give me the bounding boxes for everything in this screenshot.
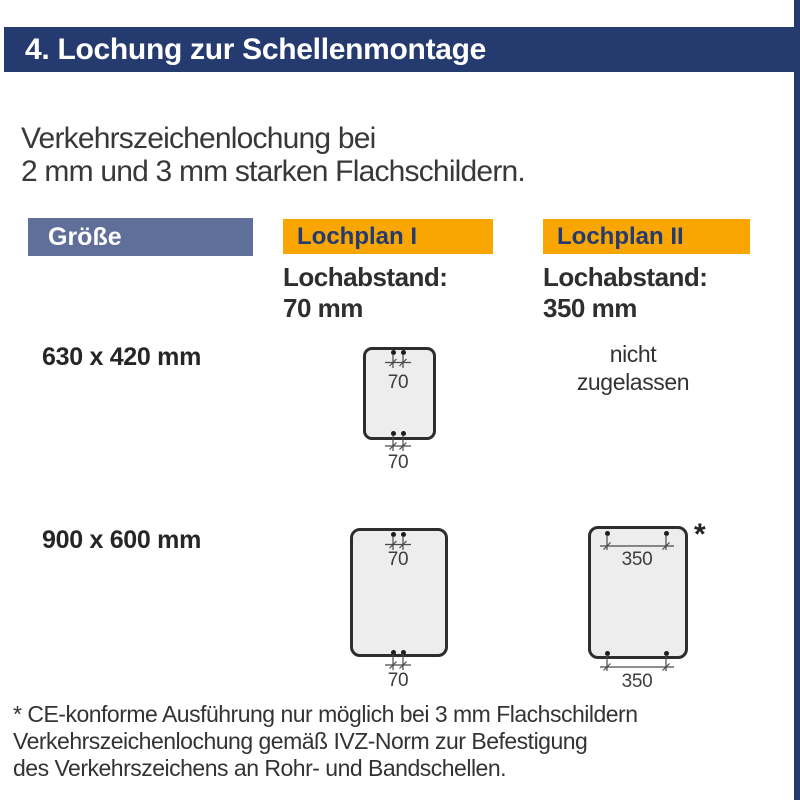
dimension-arrows-350 [600,655,674,672]
lochplan-1-subheader-label: Lochabstand: [283,262,448,292]
dimension-arrows-70 [382,435,414,452]
footnote-text [13,701,638,782]
dimension-value: 70 [387,372,409,393]
page-title: 4. Lochung zur Schellenmontage [25,33,487,66]
column-header-lochplan-2 [543,219,750,254]
status-not-allowed-line-2: zugelassen [576,368,690,395]
dimension-arrows-70 [382,654,414,671]
column-header-size-label: Größe [48,223,122,251]
dimension-value: 70 [387,549,409,570]
dimension-arrows-70 [382,354,414,370]
dimension-value: 350 [621,549,653,570]
intro-line-2: 2 mm und 3 mm starken Flachschildern. [21,155,525,188]
column-header-size [28,218,253,256]
lochplan-2-subheader-label: Lochabstand: [543,262,708,292]
intro-text [21,122,525,188]
dimension-value: 350 [621,671,653,692]
lochplan-2-subheader-value: 350 mm [543,293,637,323]
footnote-marker: * [694,518,706,551]
lochplan-1-subheader-value: 70 mm [283,293,363,323]
dimension-value: 70 [387,452,409,473]
intro-line-1: Verkehrszeichenlochung bei [21,122,376,155]
lochplan-2-subheader [543,262,707,324]
row-size-900x600: 900 x 600 mm [42,526,202,554]
footnote-line-2: Verkehrszeichenlochung gemäß IVZ-Norm zur Befestigung [13,728,588,754]
column-header-lochplan-1-label: Lochplan I [297,223,417,250]
column-header-lochplan-2-label: Lochplan II [557,223,684,250]
status-not-allowed [550,341,716,396]
footnote-line-1: * CE-konforme Ausführung nur möglich bei 3 mm Flachschildern [13,701,638,727]
dimension-value: 70 [387,670,409,691]
column-header-lochplan-1 [283,219,493,254]
right-edge-stripe [794,0,800,800]
status-not-allowed-line-1: nicht [609,341,657,367]
section-header-bar [4,27,794,72]
row-size-630x420: 630 x 420 mm [42,343,202,371]
footnote-line-3: des Verkehrszeichens an Rohr- und Bandschellen. [13,755,507,781]
lochplan-1-subheader [283,262,447,324]
